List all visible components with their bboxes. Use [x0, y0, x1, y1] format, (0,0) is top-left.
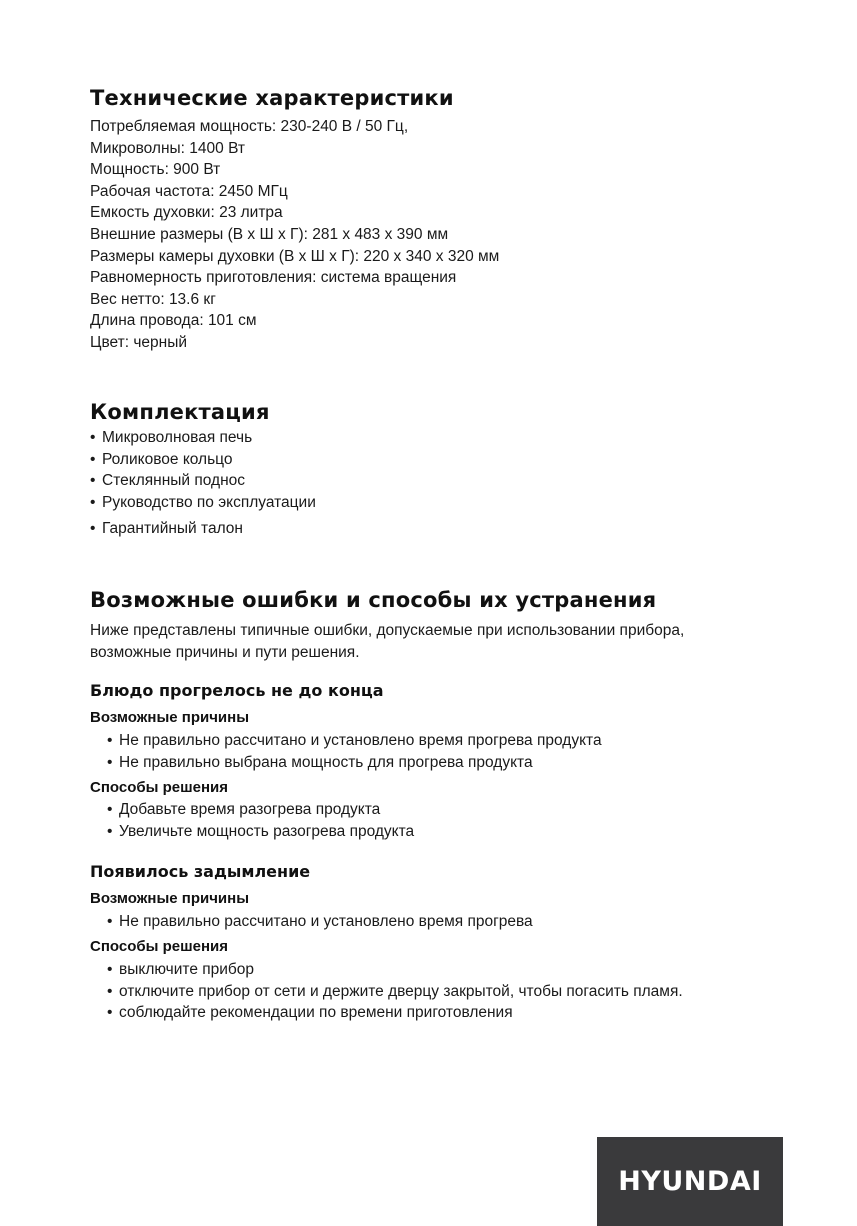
spec-item: Длина провода: 101 см — [90, 312, 257, 330]
causes-list — [107, 730, 602, 773]
kit-title: Комплектация — [90, 400, 270, 424]
cause-item: • Не правильно рассчитано и установлено время прогрева продукта — [107, 730, 602, 752]
spec-item: Емкость духовки: 23 литра — [90, 204, 283, 222]
brand-logo — [597, 1137, 783, 1226]
errors-intro-line: возможные причины и пути решения. — [90, 644, 360, 661]
spec-item: Цвет: черный — [90, 333, 188, 351]
errors-intro — [90, 620, 684, 664]
cause-item: • Не правильно рассчитано и установлено время прогрева — [107, 911, 533, 933]
spec-item: Мощность: 900 Вт — [90, 161, 221, 179]
kit-item: • Стеклянный поднос — [90, 470, 316, 492]
brand-logo-text: HYUNDAI — [618, 1166, 762, 1197]
specs-list — [90, 116, 499, 354]
case-title-smoke: Появилось задымление — [90, 862, 311, 881]
kit-item: • Микроволновая печь — [90, 427, 316, 449]
spec-item: Равномерность приготовления: система вращения — [90, 269, 457, 287]
causes-label: Возможные причины — [90, 890, 250, 907]
spec-item: Рабочая частота: 2450 МГц — [90, 182, 288, 200]
solution-item: • Добавьте время разогрева продукта — [107, 799, 414, 821]
kit-item: • Руководство по эксплуатации — [90, 492, 316, 514]
case-title-underheated: Блюдо прогрелось не до конца — [90, 681, 384, 700]
specs-title: Технические характеристики — [90, 86, 454, 110]
kit-list — [90, 427, 316, 540]
solution-item: • Увеличьте мощность разогрева продукта — [107, 821, 414, 843]
kit-item: • Гарантийный талон — [90, 518, 316, 540]
cause-item: • Не правильно выбрана мощность для прогрева продукта — [107, 752, 602, 774]
causes-list — [107, 911, 533, 933]
spec-item: Внешние размеры (В х Ш х Г): 281 х 483 х 390 мм — [90, 225, 449, 243]
solutions-list — [107, 959, 683, 1024]
solution-item: • отключите прибор от сети и держите дверцу закрытой, чтобы погасить пламя. — [107, 981, 683, 1003]
spec-item: Размеры камеры духовки (В х Ш х Г): 220 х 340 х 320 мм — [90, 247, 500, 265]
errors-title: Возможные ошибки и способы их устранения — [90, 588, 657, 612]
kit-item: • Роликовое кольцо — [90, 449, 316, 471]
causes-label: Возможные причины — [90, 709, 250, 726]
spec-item: Вес нетто: 13.6 кг — [90, 290, 216, 308]
spec-item: Потребляемая мощность: 230-240 В / 50 Гц, — [90, 118, 409, 135]
solutions-label: Способы решения — [90, 779, 228, 796]
errors-intro-line: Ниже представлены типичные ошибки, допускаемые при использовании прибора, — [90, 622, 685, 639]
solutions-label: Способы решения — [90, 938, 228, 955]
spec-item: Микроволны: 1400 Вт — [90, 139, 245, 157]
solution-item: • выключите прибор — [107, 959, 683, 981]
solutions-list — [107, 799, 414, 842]
solution-item: • соблюдайте рекомендации по времени приготовления — [107, 1002, 683, 1024]
